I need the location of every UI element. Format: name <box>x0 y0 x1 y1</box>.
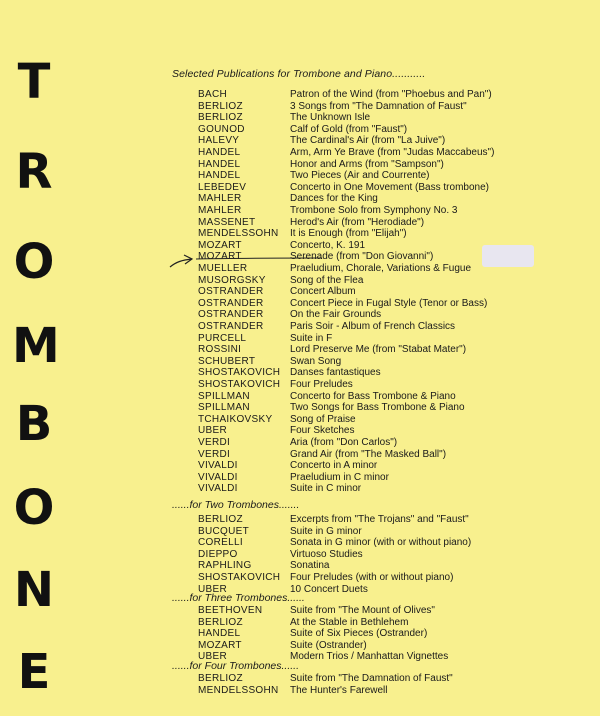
work-title: Concerto for Bass Trombone & Piano <box>290 390 456 402</box>
composer-name: SHOSTAKOVICH <box>198 379 281 390</box>
title-letter: N <box>13 562 55 618</box>
composer-name: HANDEL <box>198 158 241 170</box>
composer-name: MAHLER <box>198 193 242 205</box>
work-title: Two Songs for Bass Trombone & Piano <box>290 402 465 414</box>
list-item <box>198 333 332 345</box>
work-title: Song of Praise <box>290 413 356 425</box>
work-title: Concerto, K. 191 <box>290 239 366 251</box>
work-title: Herod's Air (from "Herodiade") <box>290 216 425 228</box>
composer-name: CORELLI <box>198 537 243 549</box>
composer-name: MAHLER <box>198 205 242 216</box>
list-item <box>198 309 381 321</box>
composer-name: GOUNOD <box>198 123 245 135</box>
composer-name: SPILLMAN <box>198 390 250 402</box>
composer-name: HANDEL <box>198 170 241 182</box>
work-title: 10 Concert Duets <box>290 583 368 595</box>
list-item <box>198 159 444 171</box>
list-item <box>198 147 494 159</box>
composer-name: BERLIOZ <box>198 673 243 684</box>
composer-name: LEBEDEV <box>198 181 247 193</box>
work-title: It is Enough (from "Elijah") <box>290 228 407 240</box>
list-item <box>198 685 388 697</box>
work-title: Sonata in G minor (with or without piano) <box>290 537 472 549</box>
work-title: Two Pieces (Air and Courrente) <box>290 170 430 182</box>
work-title: Four Preludes <box>290 379 353 390</box>
work-title: Suite from "The Mount of Olives" <box>290 605 435 616</box>
composer-name: SHOSTAKOVICH <box>198 572 281 583</box>
composer-name: BUCQUET <box>198 525 249 537</box>
composer-name: DIEPPO <box>198 548 238 560</box>
composer-name: BERLIOZ <box>198 112 243 124</box>
work-title: Concert Piece in Fugal Style (Tenor or Bass) <box>290 297 488 309</box>
work-title: At the Stable in Bethlehem <box>290 616 409 628</box>
list-item <box>198 437 397 449</box>
composer-name: OSTRANDER <box>198 321 264 332</box>
work-title: Suite in F <box>290 332 333 344</box>
composer-name: VIVALDI <box>198 471 238 483</box>
list-item <box>198 414 356 426</box>
title-letter: O <box>13 234 55 290</box>
composer-name: OSTRANDER <box>198 286 264 298</box>
section-heading-two-trombones: ......for Two Trombones....... <box>172 499 300 511</box>
list-item <box>198 605 435 617</box>
list-item <box>198 628 427 640</box>
composer-name: HALEVY <box>198 135 240 147</box>
intro-heading: Selected Publications for Trombone and Piano........... <box>172 68 426 80</box>
vertical-title <box>0 0 80 716</box>
work-title: Concert Album <box>290 286 356 298</box>
work-title: Suite from "The Damnation of Faust" <box>290 673 453 684</box>
list-item <box>198 112 370 124</box>
work-title: 3 Songs from "The Damnation of Faust" <box>290 100 467 112</box>
list-item <box>198 425 354 437</box>
title-letter: M <box>12 318 60 374</box>
work-title: Suite in G minor <box>290 525 362 537</box>
section-heading-four-trombones: ......for Four Trombones...... <box>172 660 300 672</box>
work-title: Danses fantastiques <box>290 367 381 379</box>
composer-name: MENDELSSOHN <box>198 684 279 696</box>
list-item <box>198 170 430 182</box>
list-item <box>198 572 453 584</box>
handwritten-arrow-icon <box>168 253 194 269</box>
list-item <box>198 298 487 310</box>
composer-name: HANDEL <box>198 147 241 158</box>
composer-name: MOZART <box>198 639 242 651</box>
list-item <box>198 228 407 240</box>
list-item <box>198 240 365 252</box>
work-title: Arm, Arm Ye Brave (from "Judas Maccabeus") <box>290 147 495 158</box>
list-item <box>198 321 455 333</box>
list-item <box>198 391 456 403</box>
section-heading-three-trombones: ......for Three Trombones...... <box>172 592 305 604</box>
list-item <box>198 124 407 136</box>
composer-name: BEETHOVEN <box>198 605 263 616</box>
work-title: Aria (from "Don Carlos") <box>290 437 398 448</box>
composer-name: TCHAIKOVSKY <box>198 413 273 425</box>
composer-name: MENDELSSOHN <box>198 228 279 240</box>
list-item <box>198 472 389 484</box>
work-title: Trombone Solo from Symphony No. 3 <box>290 205 458 216</box>
work-title: Praeludium in C minor <box>290 471 389 483</box>
work-title: On the Fair Grounds <box>290 309 382 321</box>
composer-name: VIVALDI <box>198 460 238 472</box>
composer-name: UBER <box>198 583 227 595</box>
list-item <box>198 560 329 572</box>
composer-name: BACH <box>198 89 227 100</box>
list-item <box>198 182 489 194</box>
list-item <box>198 101 467 113</box>
work-title: The Cardinal's Air (from "La Juive") <box>290 135 446 147</box>
list-item <box>198 193 378 205</box>
work-title: Paris Soir - Album of French Classics <box>290 321 456 332</box>
composer-name: PURCELL <box>198 332 247 344</box>
work-title: The Hunter's Farewell <box>290 684 388 696</box>
composer-name: OSTRANDER <box>198 309 264 321</box>
composer-name: BERLIOZ <box>198 616 243 628</box>
work-title: Dances for the King <box>290 193 378 205</box>
work-title: Calf of Gold (from "Faust") <box>290 123 408 135</box>
composer-name: BERLIOZ <box>198 514 243 525</box>
work-title: Sonatina <box>290 560 330 572</box>
work-title: Honor and Arms (from "Sampson") <box>290 158 444 170</box>
composer-name: HANDEL <box>198 628 241 640</box>
composer-name: MUELLER <box>198 263 248 274</box>
composer-name: VERDI <box>198 448 231 460</box>
work-title: Excerpts from "The Trojans" and "Faust" <box>290 514 469 525</box>
composer-name: UBER <box>198 425 227 437</box>
title-letter: T <box>17 54 51 110</box>
list-item <box>198 356 341 368</box>
work-title: Suite in C minor <box>290 483 362 495</box>
work-title: The Unknown Isle <box>290 112 371 124</box>
title-letter: E <box>17 644 51 700</box>
composer-name: MOZART <box>198 251 242 263</box>
list-item <box>198 526 362 538</box>
composer-name: MUSORGSKY <box>198 274 266 286</box>
list-item <box>198 205 457 217</box>
composer-name: ROSSINI <box>198 344 242 356</box>
title-letter: B <box>15 396 53 452</box>
work-title: Patron of the Wind (from "Phoebus and Pan") <box>290 89 492 100</box>
list-item <box>198 217 424 229</box>
composer-name: MOZART <box>198 239 242 251</box>
composer-name: RAPHLING <box>198 560 252 572</box>
list-item <box>198 344 466 356</box>
list-item <box>198 549 363 561</box>
composer-name: SCHUBERT <box>198 355 256 367</box>
work-title: Serenade (from "Don Giovanni") <box>290 251 434 263</box>
list-item <box>198 275 363 287</box>
price-sticker <box>482 245 534 267</box>
work-title: Four Preludes (with or without piano) <box>290 572 454 583</box>
work-title: Suite (Ostrander) <box>290 639 367 651</box>
composer-name: VERDI <box>198 437 231 448</box>
work-title: Swan Song <box>290 355 342 367</box>
list-item <box>198 135 445 147</box>
list-item <box>198 617 408 629</box>
handwritten-underline <box>194 254 324 274</box>
composer-name: VIVALDI <box>198 483 238 495</box>
list-item <box>198 286 356 298</box>
composer-name: SHOSTAKOVICH <box>198 367 281 379</box>
work-title: Praeludium, Chorale, Variations & Fugue <box>290 263 472 274</box>
list-item <box>198 537 471 549</box>
work-title: Song of the Flea <box>290 274 364 286</box>
title-letter: R <box>15 144 53 200</box>
list-item <box>198 514 469 526</box>
work-title: Suite of Six Pieces (Ostrander) <box>290 628 428 640</box>
composer-name: UBER <box>198 651 227 663</box>
list-item <box>198 640 367 652</box>
title-letter: O <box>13 480 55 536</box>
composer-name: BERLIOZ <box>198 100 243 112</box>
work-title: Lord Preserve Me (from "Stabat Mater") <box>290 344 467 356</box>
work-title: Grand Air (from "The Masked Ball") <box>290 448 447 460</box>
composer-name: SPILLMAN <box>198 402 250 414</box>
list-item <box>198 402 465 414</box>
work-title: Concerto in One Movement (Bass trombone) <box>290 181 489 193</box>
list-item <box>198 449 446 461</box>
list-item <box>198 483 361 495</box>
list-item <box>198 367 381 379</box>
list-item <box>198 89 492 101</box>
list-item <box>198 673 453 685</box>
work-title: Virtuoso Studies <box>290 548 363 560</box>
list-item <box>198 460 377 472</box>
list-item <box>198 379 353 391</box>
work-title: Concerto in A minor <box>290 460 378 472</box>
work-title: Modern Trios / Manhattan Vignettes <box>290 651 449 663</box>
work-title: Four Sketches <box>290 425 355 437</box>
composer-name: OSTRANDER <box>198 297 264 309</box>
composer-name: MASSENET <box>198 216 256 228</box>
